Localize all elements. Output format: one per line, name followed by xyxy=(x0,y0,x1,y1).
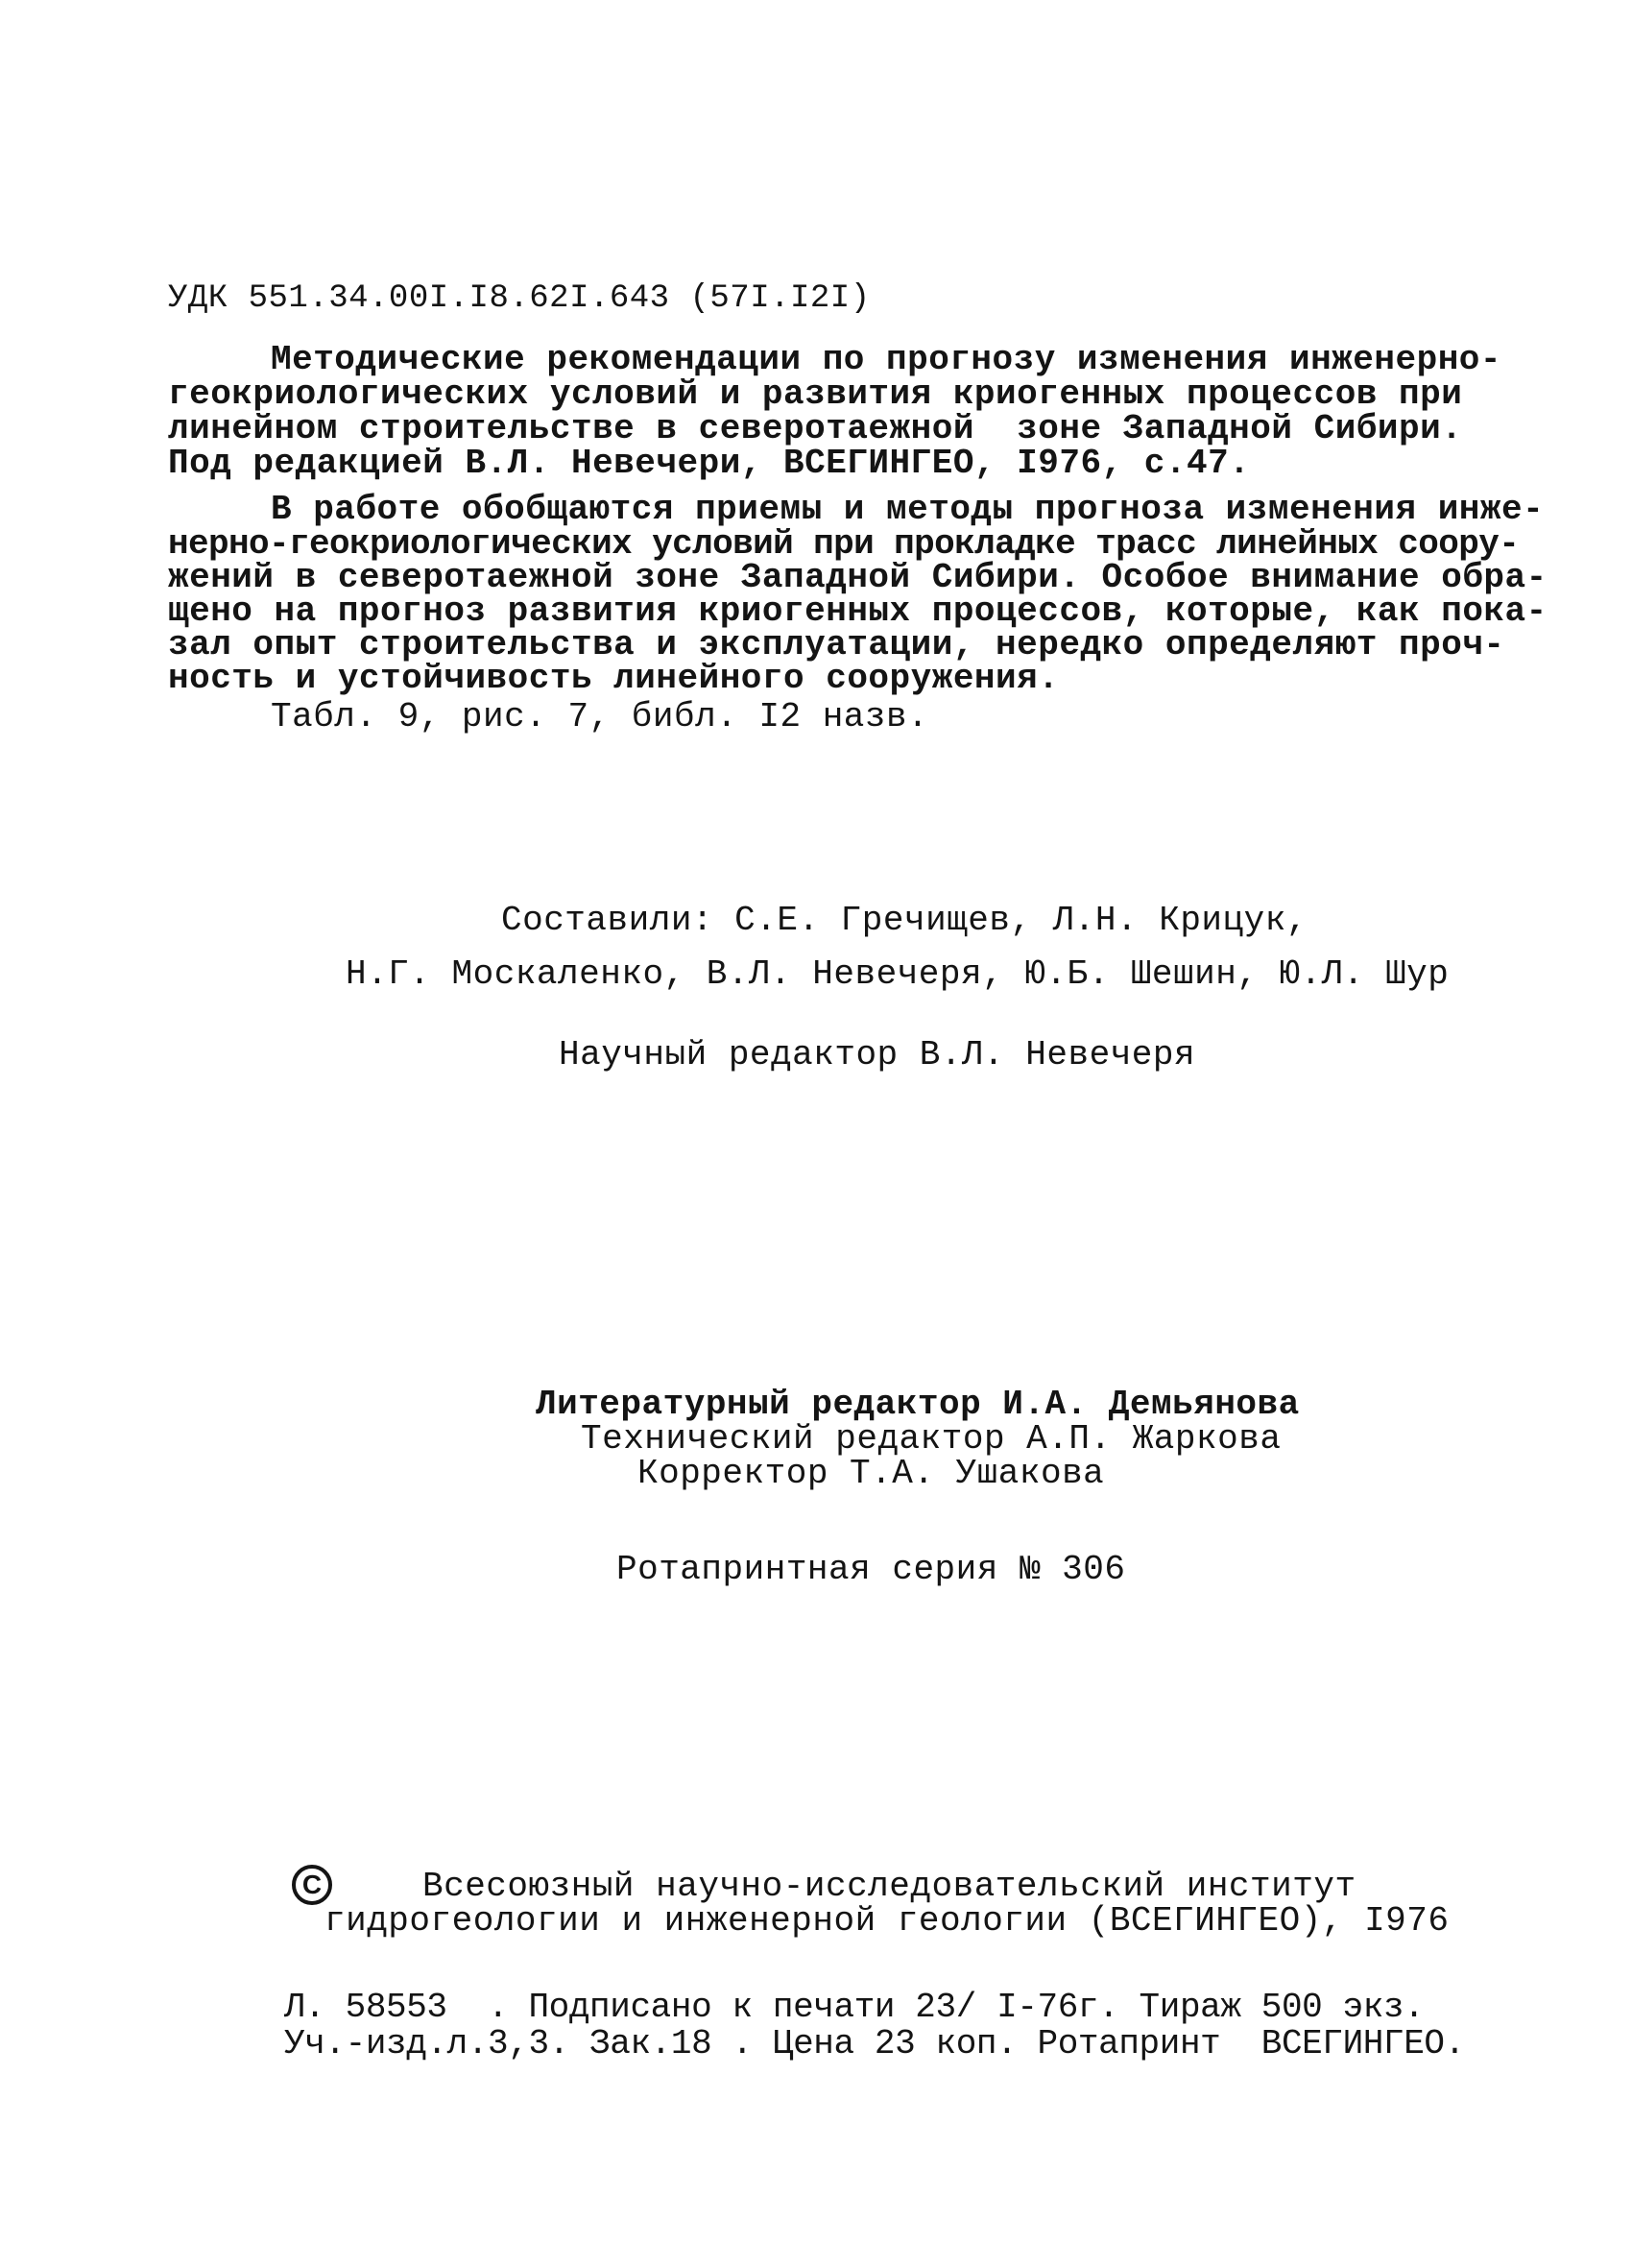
udc-code: УДК 551.34.00I.I8.62I.643 (57I.I2I) xyxy=(168,280,871,317)
abstract-line: В работе обобщаются приемы и методы прогноза изменения инже- xyxy=(271,490,1545,529)
scientific-editor: Научный редактор В.Л. Невечеря xyxy=(559,1035,1196,1074)
annotation-line: Методические рекомендации по прогнозу изменения инженерно- xyxy=(271,340,1502,379)
imprint-line-1: Л. 58553 . Подписано к печати 23/ I-76г. Тираж 500 экз. xyxy=(284,1988,1425,2027)
proofreader: Корректор Т.А. Ушакова xyxy=(637,1454,1105,1493)
rotaprint-series: Ротапринтная серия № 306 xyxy=(616,1550,1126,1589)
tables-figures-refs: Табл. 9, рис. 7, библ. I2 назв. xyxy=(271,697,929,736)
annotation-line: линейном строительстве в северотаежной зоне Западной Сибири. xyxy=(168,409,1463,448)
compilers-line-1: Составили: С.Е. Гречищев, Л.Н. Крицук, xyxy=(501,901,1308,940)
annotation-line: Под редакцией В.Л. Невечери, ВСЕГИНГЕО, I976, с.47. xyxy=(168,444,1251,483)
imprint-line-2: Уч.-изд.л.3,3. Зак.18 . Цена 23 коп. Ротапринт ВСЕГИНГЕО. xyxy=(284,2024,1465,2063)
publisher-line-1: Всесоюзный научно-исследовательский институт xyxy=(422,1867,1356,1906)
abstract-line: зал опыт строительства и эксплуатации, нередко определяют проч- xyxy=(168,625,1505,664)
publisher-line-2: гидрогеологии и инженерной геологии (ВСЕГИНГЕО), I976 xyxy=(324,1901,1450,1941)
annotation-line: геокриологических условий и развития криогенных процессов при xyxy=(168,374,1463,414)
abstract-line: нерно-геокриологических условий при прокладке трасс линейных соору- xyxy=(168,524,1520,564)
abstract-line: щено на прогноз развития криогенных процессов, которые, как пока- xyxy=(168,591,1548,631)
abstract-line: жений в северотаежной зоне Западной Сибири. Особое внимание обра- xyxy=(168,558,1548,597)
literary-editor: Литературный редактор И.А. Демьянова xyxy=(536,1385,1300,1424)
technical-editor: Технический редактор А.П. Жаркова xyxy=(581,1419,1282,1459)
abstract-line: ность и устойчивость линейного сооружения. xyxy=(168,659,1060,698)
compilers-line-2: Н.Г. Москаленко, В.Л. Невечеря, Ю.Б. Шешин, Ю.Л. Шур xyxy=(346,954,1450,994)
copyright-icon: С xyxy=(292,1865,332,1905)
